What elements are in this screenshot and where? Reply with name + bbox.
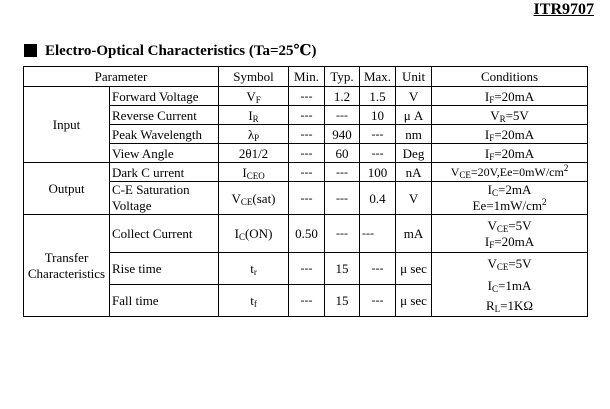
condition-cell: $V_{CE}=5V$ $I_C=1mA$ $R_L=1K\Omega$ — [432, 253, 588, 317]
symbol-cell: $\lambda_P$ — [219, 125, 289, 144]
header-min: Min. — [289, 67, 325, 87]
group-transfer: Transfer Characteristics — [24, 215, 110, 317]
param-cell: Forward Voltage — [110, 87, 219, 106]
unit-cell: mA — [396, 215, 432, 253]
group-input: Input — [24, 87, 110, 163]
max-cell: --- — [360, 215, 396, 253]
section-title — [24, 41, 316, 60]
param-cell: View Angle — [110, 144, 219, 163]
unit-cell: μ sec — [396, 253, 432, 285]
min-cell: --- — [289, 285, 325, 317]
condition-cell: $I_F=20mA$ — [432, 144, 588, 163]
condition-cell: $V_{CE}=5V$ $I_F=20mA$ — [432, 215, 588, 253]
max-cell: --- — [360, 253, 396, 285]
max-cell: --- — [360, 144, 396, 163]
param-cell: Peak Wavelength — [110, 125, 219, 144]
max-cell: 1.5 — [360, 87, 396, 106]
unit-cell: Deg — [396, 144, 432, 163]
param-cell: Fall time — [110, 285, 219, 317]
header-row — [24, 67, 588, 87]
symbol-cell: $I_{CEO}$ — [219, 163, 289, 182]
characteristics-table — [23, 66, 588, 317]
header-max: Max. — [360, 67, 396, 87]
unit-cell: nA — [396, 163, 432, 182]
header-typ: Typ. — [325, 67, 360, 87]
min-cell: --- — [289, 87, 325, 106]
param-cell: C-E Saturation Voltage — [110, 182, 219, 215]
group-output: Output — [24, 163, 110, 215]
condition-cell: $I_F=20mA$ — [432, 125, 588, 144]
table-row — [24, 163, 588, 182]
header-symbol: Symbol — [219, 67, 289, 87]
min-cell: --- — [289, 182, 325, 215]
bullet-square-icon — [24, 44, 37, 57]
table-row — [24, 215, 588, 253]
max-cell: --- — [360, 125, 396, 144]
min-cell: --- — [289, 163, 325, 182]
condition-cell: $I_F=20mA$ — [432, 87, 588, 106]
symbol-cell: $t_r$ — [219, 253, 289, 285]
min-cell: --- — [289, 106, 325, 125]
table-row — [24, 87, 588, 106]
condition-cell: $V_{CE}=20V,Ee=0mW/cm^2$ — [432, 163, 588, 182]
typ-cell: --- — [325, 106, 360, 125]
symbol-cell: $t_f$ — [219, 285, 289, 317]
section-title-text: Electro-Optical Characteristics (Ta=25℃) — [45, 43, 317, 59]
condition-cell: $I_C=2mA$ $Ee=1mW/cm^2$ — [432, 182, 588, 215]
typ-cell: --- — [325, 182, 360, 215]
typ-cell: --- — [325, 215, 360, 253]
param-cell: Dark C urrent — [110, 163, 219, 182]
typ-cell: 15 — [325, 285, 360, 317]
min-cell: --- — [289, 253, 325, 285]
symbol-cell: $I_R$ — [219, 106, 289, 125]
condition-cell: $V_R=5V$ — [432, 106, 588, 125]
symbol-cell: $V_{CE}(sat)$ — [219, 182, 289, 215]
typ-cell: --- — [325, 163, 360, 182]
symbol-cell: 2θ1/2 — [219, 144, 289, 163]
document-title: ITR9707 — [533, 1, 594, 18]
unit-cell: μ sec — [396, 285, 432, 317]
typ-cell: 15 — [325, 253, 360, 285]
typ-cell: 60 — [325, 144, 360, 163]
symbol-cell: $V_F$ — [219, 87, 289, 106]
unit-cell: V — [396, 87, 432, 106]
param-cell: Rise time — [110, 253, 219, 285]
unit-cell: V — [396, 182, 432, 215]
unit-cell: nm — [396, 125, 432, 144]
header-parameter: Parameter — [24, 67, 219, 87]
max-cell: --- — [360, 285, 396, 317]
typ-cell: 1.2 — [325, 87, 360, 106]
symbol-cell: $I_C(ON)$ — [219, 215, 289, 253]
min-cell: --- — [289, 144, 325, 163]
min-cell: --- — [289, 125, 325, 144]
header-unit: Unit — [396, 67, 432, 87]
header-conditions: Conditions — [432, 67, 588, 87]
max-cell: 10 — [360, 106, 396, 125]
max-cell: 100 — [360, 163, 396, 182]
max-cell: 0.4 — [360, 182, 396, 215]
param-cell: Reverse Current — [110, 106, 219, 125]
param-cell: Collect Current — [110, 215, 219, 253]
unit-cell: μ A — [396, 106, 432, 125]
typ-cell: 940 — [325, 125, 360, 144]
min-cell: 0.50 — [289, 215, 325, 253]
